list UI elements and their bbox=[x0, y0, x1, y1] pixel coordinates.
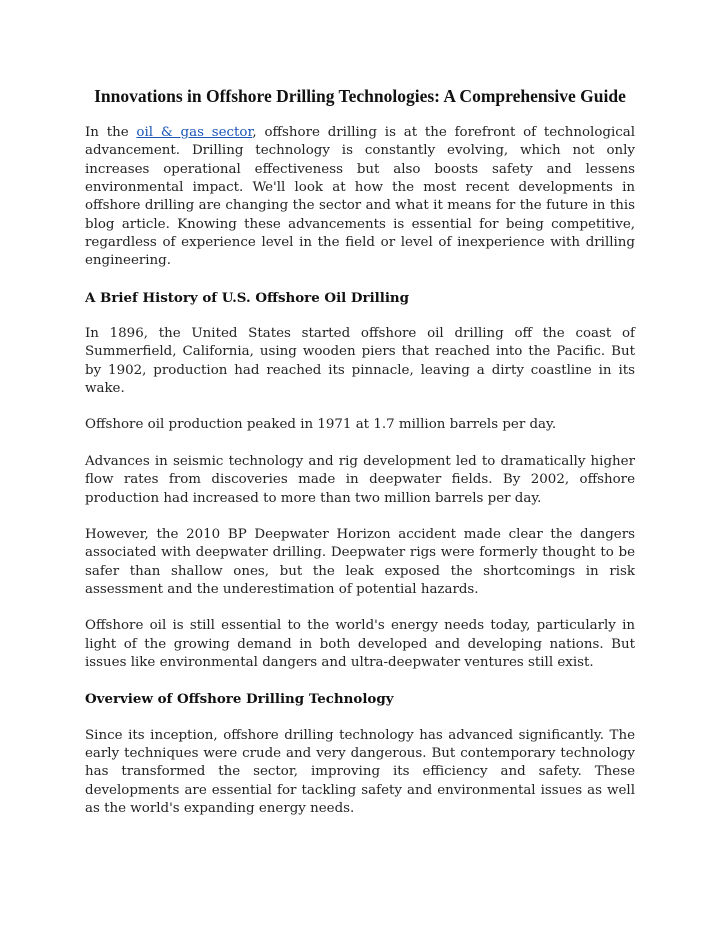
intro-paragraph bbox=[85, 124, 635, 271]
history-paragraph: Offshore oil is still essential to the world's energy needs today, particularly in light of the growing demand in both developed and developing nations. But issues like environmental dangers and ultra-deepwater ventures still exist. bbox=[85, 618, 635, 670]
history-paragraph: Advances in seismic technology and rig development led to dramatically higher flow rates from discoveries made in deepwater fields. By 2002, offshore production had increased to more than two million barrels per day. bbox=[85, 453, 635, 506]
overview-paragraph: Since its inception, offshore drilling technology has advanced significantly. The early techniques were crude and very dangerous. But contemporary technology has transformed the sector, improving its efficiency and safety. These developments are essential for tackling safety and environmental issues as well as the world's expanding energy needs. bbox=[85, 727, 635, 816]
document-body bbox=[85, 124, 635, 836]
history-paragraph: However, the 2010 BP Deepwater Horizon accident made clear the dangers associated with deepwater drilling. Deepwater rigs were formerly thought to be safer than shallow ones, but the leak exposed the shortcomings in risk assessment and the underestimation of potential hazards. bbox=[85, 526, 635, 597]
intro-text-before-link: In the bbox=[85, 125, 137, 140]
history-paragraph: Offshore oil production peaked in 1971 at 1.7 million barrels per day. bbox=[85, 417, 557, 433]
oil-gas-sector-link[interactable]: oil & gas sector bbox=[136, 125, 253, 140]
intro-text-after-link: , offshore drilling is at the forefront of technological advancement. Drilling technology is constantly evolving, which not only increases operational effectiveness but also boosts safety and lessens environmental impact. We'll look at how the most recent developments in offshore drilling are changing the sector and what it means for the future in this blog article. Knowing these advancements is essential for being competitive, regardless of experience level in the field or level of inexperience with drilling engineering. bbox=[85, 125, 636, 269]
document-title: Innovations in Offshore Drilling Technologies: A Comprehensive Guide bbox=[94, 86, 626, 106]
history-section-heading: A Brief History of U.S. Offshore Oil Drilling bbox=[85, 289, 410, 306]
history-paragraph: In 1896, the United States started offshore oil drilling off the coast of Summerfield, California, using wooden piers that reached into the Pacific. But by 1902, production had reached its pinnacle, leaving a dirty coastline in its wake. bbox=[85, 326, 635, 397]
overview-section-heading: Overview of Offshore Drilling Technology bbox=[85, 691, 394, 708]
